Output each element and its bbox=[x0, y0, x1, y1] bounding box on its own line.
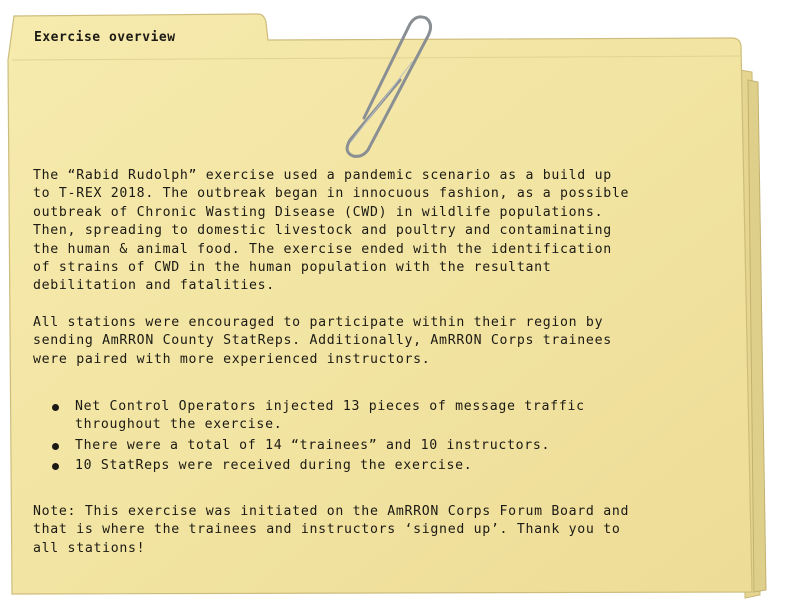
page-title: Exercise overview bbox=[34, 30, 176, 45]
list-item: Net Control Operators injected 13 pieces of message traffic throughout the exercise. bbox=[33, 398, 733, 435]
stats-list bbox=[33, 398, 733, 478]
note-paragraph: Note: This exercise was initiated on the AmRRON Corps Forum Board and that is where the trainees and instructors ‘signed up’. Thank you to all stations! bbox=[33, 504, 630, 556]
list-item: 10 StatReps were received during the exercise. bbox=[33, 457, 733, 475]
list-item: There were a total of 14 “trainees” and 10 instructors. bbox=[33, 437, 733, 455]
overview-paragraph: The “Rabid Rudolph” exercise used a pandemic scenario as a build up to T-REX 2018. The outbreak began in innocuous fashion, as a possible outbreak of Chronic Wasting Disease (CWD) in wildlife populations. Then, spreading to domestic livestock and poultry and contaminating the human & animal food. The exercise ended with the identification of strains of CWD in the human population with the resultant debilitation and fatalities. bbox=[33, 168, 630, 294]
participation-paragraph: All stations were encouraged to participate within their region by sending AmRRON County StatReps. Additionally, AmRRON Corps trainees were paired with more experienced instructors. bbox=[33, 315, 612, 367]
